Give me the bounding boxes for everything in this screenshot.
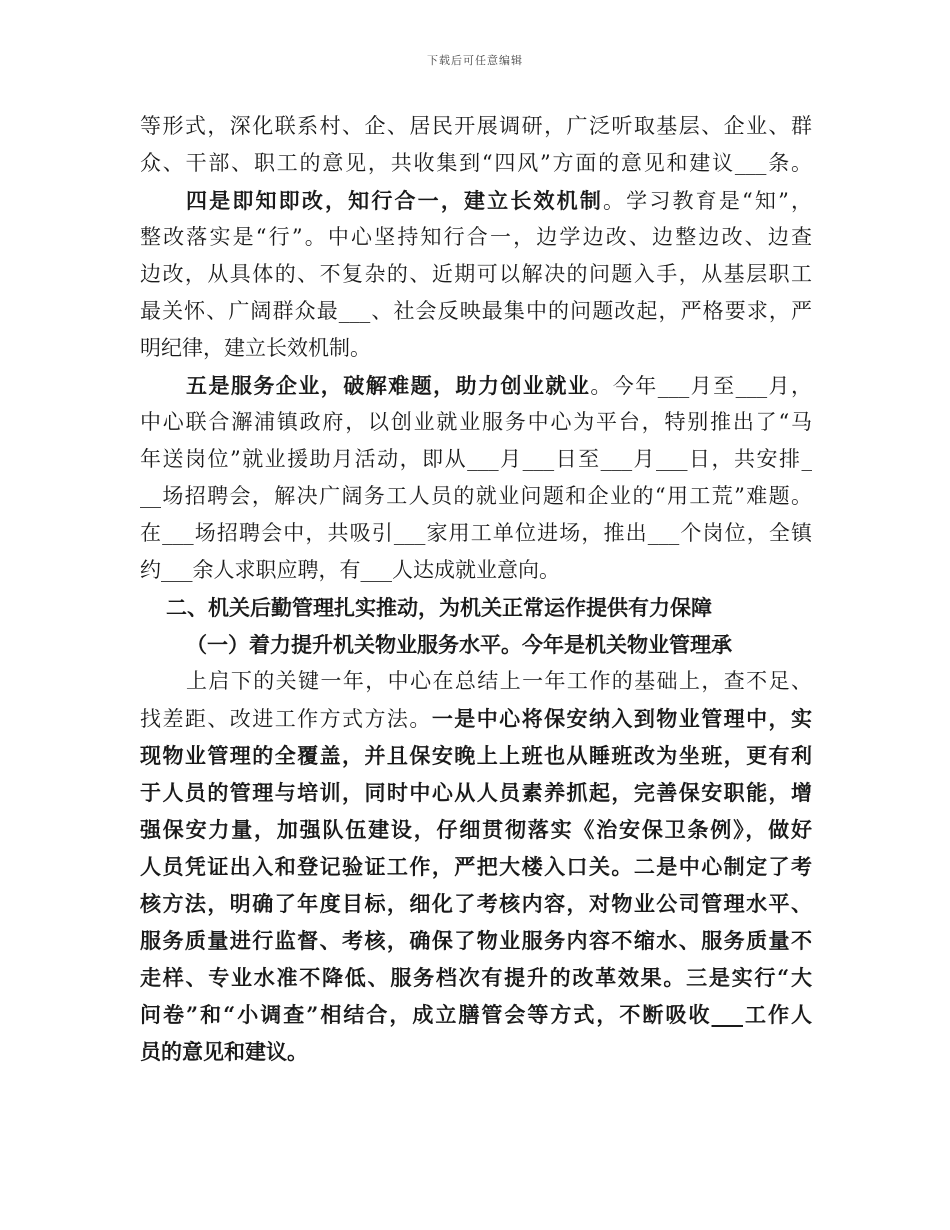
paragraph-line: 走样、专业水准不降低、服务档次有提升的改革效果。三是实行“大 — [140, 965, 812, 990]
paragraph-line: 服务质量进行监督、考核，确保了物业服务内容不缩水、服务质量不 — [140, 928, 812, 953]
paragraph-line: 强保安力量，加强队伍建设，仔细贯彻落实《治安保卫条例》，做好 — [140, 817, 812, 842]
paragraph-line: 整改落实是“行”。中心坚持知行合一，边学边改、边整边改、边查 — [140, 225, 812, 249]
paragraph-line: 问卷”和“小调查”相结合，成立膳管会等方式，不断吸收___工作人 — [140, 1002, 812, 1027]
paragraph-line: 找差距、改进工作方式方法。一是中心将保安纳入到物业管理中，实 — [140, 706, 812, 731]
section-heading: 二、机关后勤管理扎实推动，为机关正常运作提供有力保障 — [166, 595, 712, 620]
paragraph-line: 在___场招聘会中，共吸引___家用工单位进场，推出___个岗位，全镇 — [140, 521, 812, 545]
paragraph-line: 员的意见和建议。 — [140, 1039, 308, 1064]
paragraph-line: 年送岗位”就业援助月活动，即从___月___日至___月___日，共安排_ — [140, 447, 812, 471]
paragraph-line: 众、干部、职工的意见，共收集到“四风”方面的意见和建议___条。 — [140, 151, 812, 175]
paragraph-line: 明纪律，建立长效机制。 — [140, 336, 371, 360]
document-body — [140, 108, 812, 1070]
paragraph-line: 约___余人求职应聘，有___人达成就业意向。 — [140, 558, 560, 582]
paragraph-line: __场招聘会，解决广阔务工人员的就业问题和企业的“用工荒”难题。 — [140, 484, 812, 508]
paragraph-line: 五是服务企业，破解难题，助力创业就业。今年___月至___月， — [186, 373, 812, 398]
paragraph-line: 人员凭证出入和登记验证工作，严把大楼入口关。二是中心制定了考 — [140, 854, 812, 879]
paragraph-line: 核方法，明确了年度目标，细化了考核内容，对物业公司管理水平、 — [140, 891, 812, 916]
paragraph-line: 等形式，深化联系村、企、居民开展调研，广泛听取基层、企业、群 — [140, 114, 812, 138]
paragraph-line: 最关怀、广阔群众最___、社会反映最集中的问题改起，严格要求，严 — [140, 299, 812, 323]
page-header: 下载后可任意编辑 — [427, 54, 523, 67]
paragraph-line: 中心联合澥浦镇政府，以创业就业服务中心为平台，特别推出了“马 — [140, 410, 812, 434]
subsection-heading: （一）着力提升机关物业服务水平。今年是机关物业管理承 — [186, 632, 732, 657]
paragraph-line: 上启下的关键一年，中心在总结上一年工作的基础上，查不足、 — [186, 669, 812, 693]
paragraph-line: 于人员的管理与培训，同时中心从人员素养抓起，完善保安职能，增 — [140, 780, 812, 805]
paragraph-line: 现物业管理的全覆盖，并且保安晚上上班也从睡班改为坐班，更有利 — [140, 743, 812, 768]
paragraph-line: 边改，从具体的、不复杂的、近期可以解决的问题入手，从基层职工 — [140, 262, 812, 286]
paragraph-line: 四是即知即改，知行合一，建立长效机制。学习教育是“知”， — [186, 188, 812, 213]
